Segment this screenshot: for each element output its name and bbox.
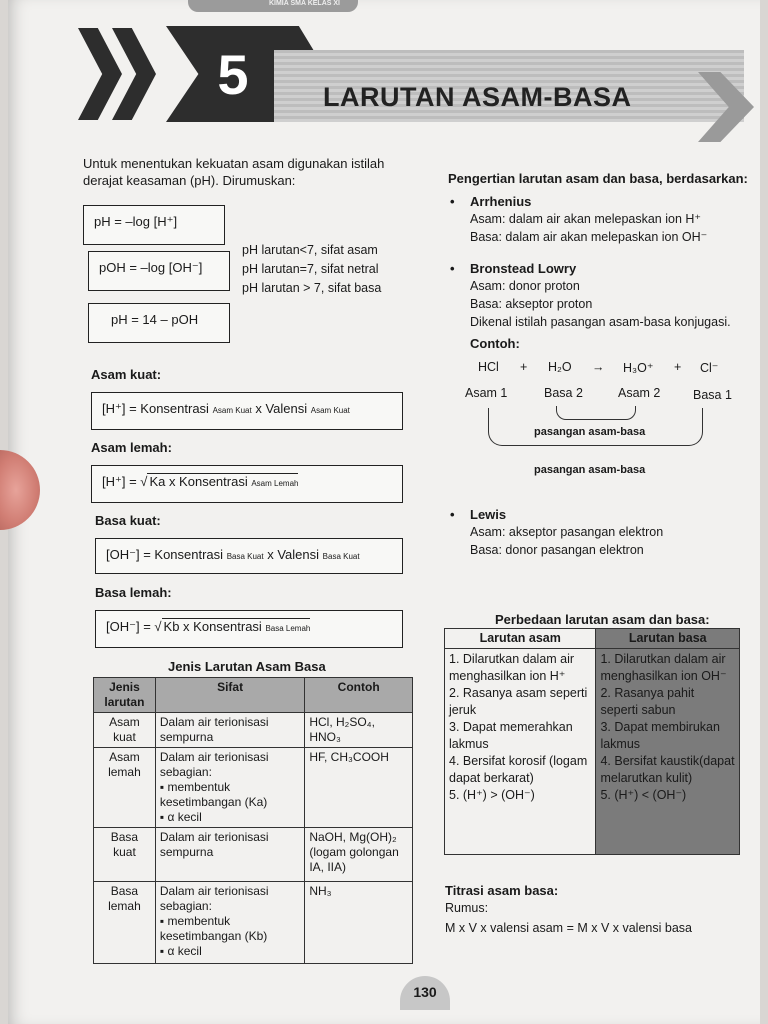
bronstead-text (448, 277, 753, 331)
list-item: ▪ membentuk kesetimbangan (Ka) (159, 780, 268, 809)
chapter-number: 5 (217, 43, 249, 106)
equation-term: H₂O (548, 360, 572, 374)
formula-sub: Asam Kuat (310, 406, 350, 415)
list-item: 1. Dilarutkan dalam air menghasilkan ion OH⁻ (600, 652, 727, 683)
asam-lemah-heading: Asam lemah: (91, 440, 172, 455)
cell-list (160, 780, 300, 825)
table-cell: HCl, H₂SO₄, HNO₃ (305, 713, 413, 748)
table-header-row (445, 629, 740, 649)
book-page (8, 0, 760, 1024)
formula-text: [H⁺] = (102, 474, 141, 489)
list-item: 4. Bersifat korosif (logam dapat berkarat) (449, 754, 588, 785)
table-cell (155, 882, 304, 964)
table-cell: NaOH, Mg(OH)₂ (logam golongan IA, IIA) (305, 828, 413, 882)
formula-text: Kb x Konsentrasi (163, 619, 262, 634)
titrasi-formula: M x V x valensi asam = M x V x valensi basa (445, 921, 692, 935)
chapter-title: LARUTAN ASAM-BASA (323, 82, 632, 112)
list-item: 3. Dapat membirukan lakmus (600, 720, 720, 751)
basa-list (600, 651, 735, 804)
text-line: Basa: akseptor proton (470, 297, 593, 311)
text-line: Asam: donor proton (470, 279, 580, 293)
arrhenius-text (448, 210, 753, 246)
species-label: Basa 1 (693, 388, 732, 402)
formula-sub: Basa Kuat (226, 552, 264, 561)
running-header: KIMIA SMA KELAS XI (188, 0, 358, 12)
table-cell: Basa lemah (94, 882, 156, 964)
table-row (445, 649, 740, 855)
sqrt-icon: √ (154, 619, 162, 634)
species-label: Asam 2 (618, 386, 661, 400)
formula-text: [H⁺] = Konsentrasi (102, 401, 209, 416)
equation-term: + (674, 360, 682, 374)
ph-notes (242, 241, 381, 298)
formula-sub: Asam Lemah (251, 479, 299, 488)
perbedaan-caption: Perbedaan larutan asam dan basa: (495, 612, 710, 627)
table-cell: Asam kuat (94, 713, 156, 748)
jenis-table (93, 677, 413, 964)
table-cell (155, 748, 304, 828)
text-line: Asam: akseptor pasangan elektron (470, 525, 664, 539)
list-item: ▪ α kecil (159, 944, 202, 958)
ph-note: pH larutan=7, sifat netral (242, 262, 379, 276)
basa-list-cell (596, 649, 740, 855)
text-line: Dikenal istilah pasangan asam-basa konjugasi. (470, 315, 731, 329)
asam-kuat-heading: Asam kuat: (91, 367, 162, 382)
ph-formula: pH = –log [H⁺] (83, 205, 225, 245)
titrasi-heading: Titrasi asam basa: (445, 883, 559, 898)
lewis-text (448, 523, 753, 559)
list-item: ▪ membentuk kesetimbangan (Kb) (159, 914, 268, 943)
intro-text: Untuk menentukan kekuatan asam digunakan istilah derajat keasaman (pH). Dirumuskan: (83, 156, 385, 188)
equation-term: + (520, 360, 528, 374)
asam-kuat-formula (91, 392, 403, 430)
titrasi-rumus: Rumus: (445, 901, 489, 915)
table-cell: NH₃ (305, 882, 413, 964)
table-cell: HF, CH₃COOH (305, 748, 413, 828)
list-item: 2. Rasanya asam seperti jeruk (449, 686, 588, 717)
text-line: Asam: dalam air akan melepaskan ion H⁺ (470, 212, 702, 226)
lewis-heading: • Lewis (448, 506, 753, 523)
table-row (94, 713, 413, 748)
right-column (448, 170, 753, 559)
sqrt-icon: √ (140, 474, 148, 489)
basa-lemah-heading: Basa lemah: (95, 585, 172, 600)
chevron-icon (78, 28, 122, 120)
conjugate-diagram (448, 352, 753, 492)
species-label: Basa 2 (544, 386, 583, 400)
ph-note: pH larutan > 7, sifat basa (242, 281, 382, 295)
list-item: 1. Dilarutkan dalam air menghasilkan ion H⁺ (449, 652, 575, 683)
basa-kuat-formula (95, 538, 403, 574)
list-item: 5. (H⁺) < (OH⁻) (600, 788, 687, 802)
table-cell: Dalam air terionisasi sempurna (155, 828, 304, 882)
pair-label: pasangan asam-basa (534, 464, 646, 476)
cell-text: Dalam air terionisasi sebagian: (159, 884, 269, 913)
table-cell: Dalam air terionisasi sempurna (155, 713, 304, 748)
pengertian-heading: Pengertian larutan asam dan basa, berdasarkan: (448, 171, 748, 186)
formula-text: [OH⁻] = Konsentrasi (106, 547, 224, 562)
chapter-header (78, 22, 758, 132)
formula-text: x Valensi (267, 547, 320, 562)
perbedaan-table (444, 628, 740, 855)
formula-text: Ka x Konsentrasi (149, 474, 248, 489)
equation-term: H₃O⁺ (623, 361, 654, 375)
titrasi-section (445, 882, 692, 937)
text-line: Basa: donor pasangan elektron (470, 543, 644, 557)
arrhenius-heading: • Arrhenius (448, 193, 753, 210)
table-header: Larutan asam (445, 629, 596, 649)
table-header-row (94, 678, 413, 713)
poh-formula: pOH = –log [OH⁻] (88, 251, 230, 291)
list-item: 5. (H⁺) > (OH⁻) (449, 788, 535, 802)
species-label: Asam 1 (465, 386, 508, 400)
formula-radicand (162, 618, 311, 634)
ph14-formula: pH = 14 – pOH (88, 303, 230, 343)
ph-note: pH larutan<7, sifat asam (242, 243, 378, 257)
table-header: Larutan basa (596, 629, 740, 649)
table-header: Sifat (155, 678, 304, 713)
pair-label: pasangan asam-basa (534, 426, 646, 438)
list-item: 2. Rasanya pahit seperti sabun (600, 686, 695, 717)
table-header: Jenis larutan (94, 678, 156, 713)
formula-radicand (147, 473, 298, 489)
basa-lemah-formula (95, 610, 403, 648)
formula-text: [OH⁻] = (106, 619, 155, 634)
table-header: Contoh (305, 678, 413, 713)
formula-text: x Valensi (255, 401, 308, 416)
list-item: 4. Bersifat kaustik(dapat melarutkan kulit) (600, 754, 735, 785)
basa-kuat-heading: Basa kuat: (95, 513, 161, 528)
left-column (83, 155, 423, 958)
jenis-table-caption: Jenis Larutan Asam Basa (168, 659, 326, 674)
contoh-heading: Contoh: (470, 336, 520, 351)
pair-bracket (488, 408, 703, 446)
table-row (94, 748, 413, 828)
formula-sub: Basa Lemah (265, 624, 311, 633)
arrow-icon: → (592, 360, 605, 374)
formula-sub: Asam Kuat (212, 406, 252, 415)
asam-list-cell (445, 649, 596, 855)
asam-lemah-formula (91, 465, 403, 503)
table-row (94, 828, 413, 882)
page-number: 130 (400, 976, 450, 1010)
table-cell: Asam lemah (94, 748, 156, 828)
formula-sub: Basa Kuat (322, 552, 360, 561)
table-cell: Basa kuat (94, 828, 156, 882)
bronstead-heading: • Bronstead Lowry (448, 260, 753, 277)
list-item: 3. Dapat memerahkan lakmus (449, 720, 573, 751)
cell-list (160, 914, 300, 959)
table-row (94, 882, 413, 964)
equation-term: Cl⁻ (700, 361, 719, 375)
list-item: ▪ α kecil (159, 810, 202, 824)
cell-text: Dalam air terionisasi sebagian: (159, 750, 269, 779)
text-line: Basa: dalam air akan melepaskan ion OH⁻ (470, 230, 708, 244)
asam-list (449, 651, 591, 804)
equation-term: HCl (478, 360, 499, 374)
